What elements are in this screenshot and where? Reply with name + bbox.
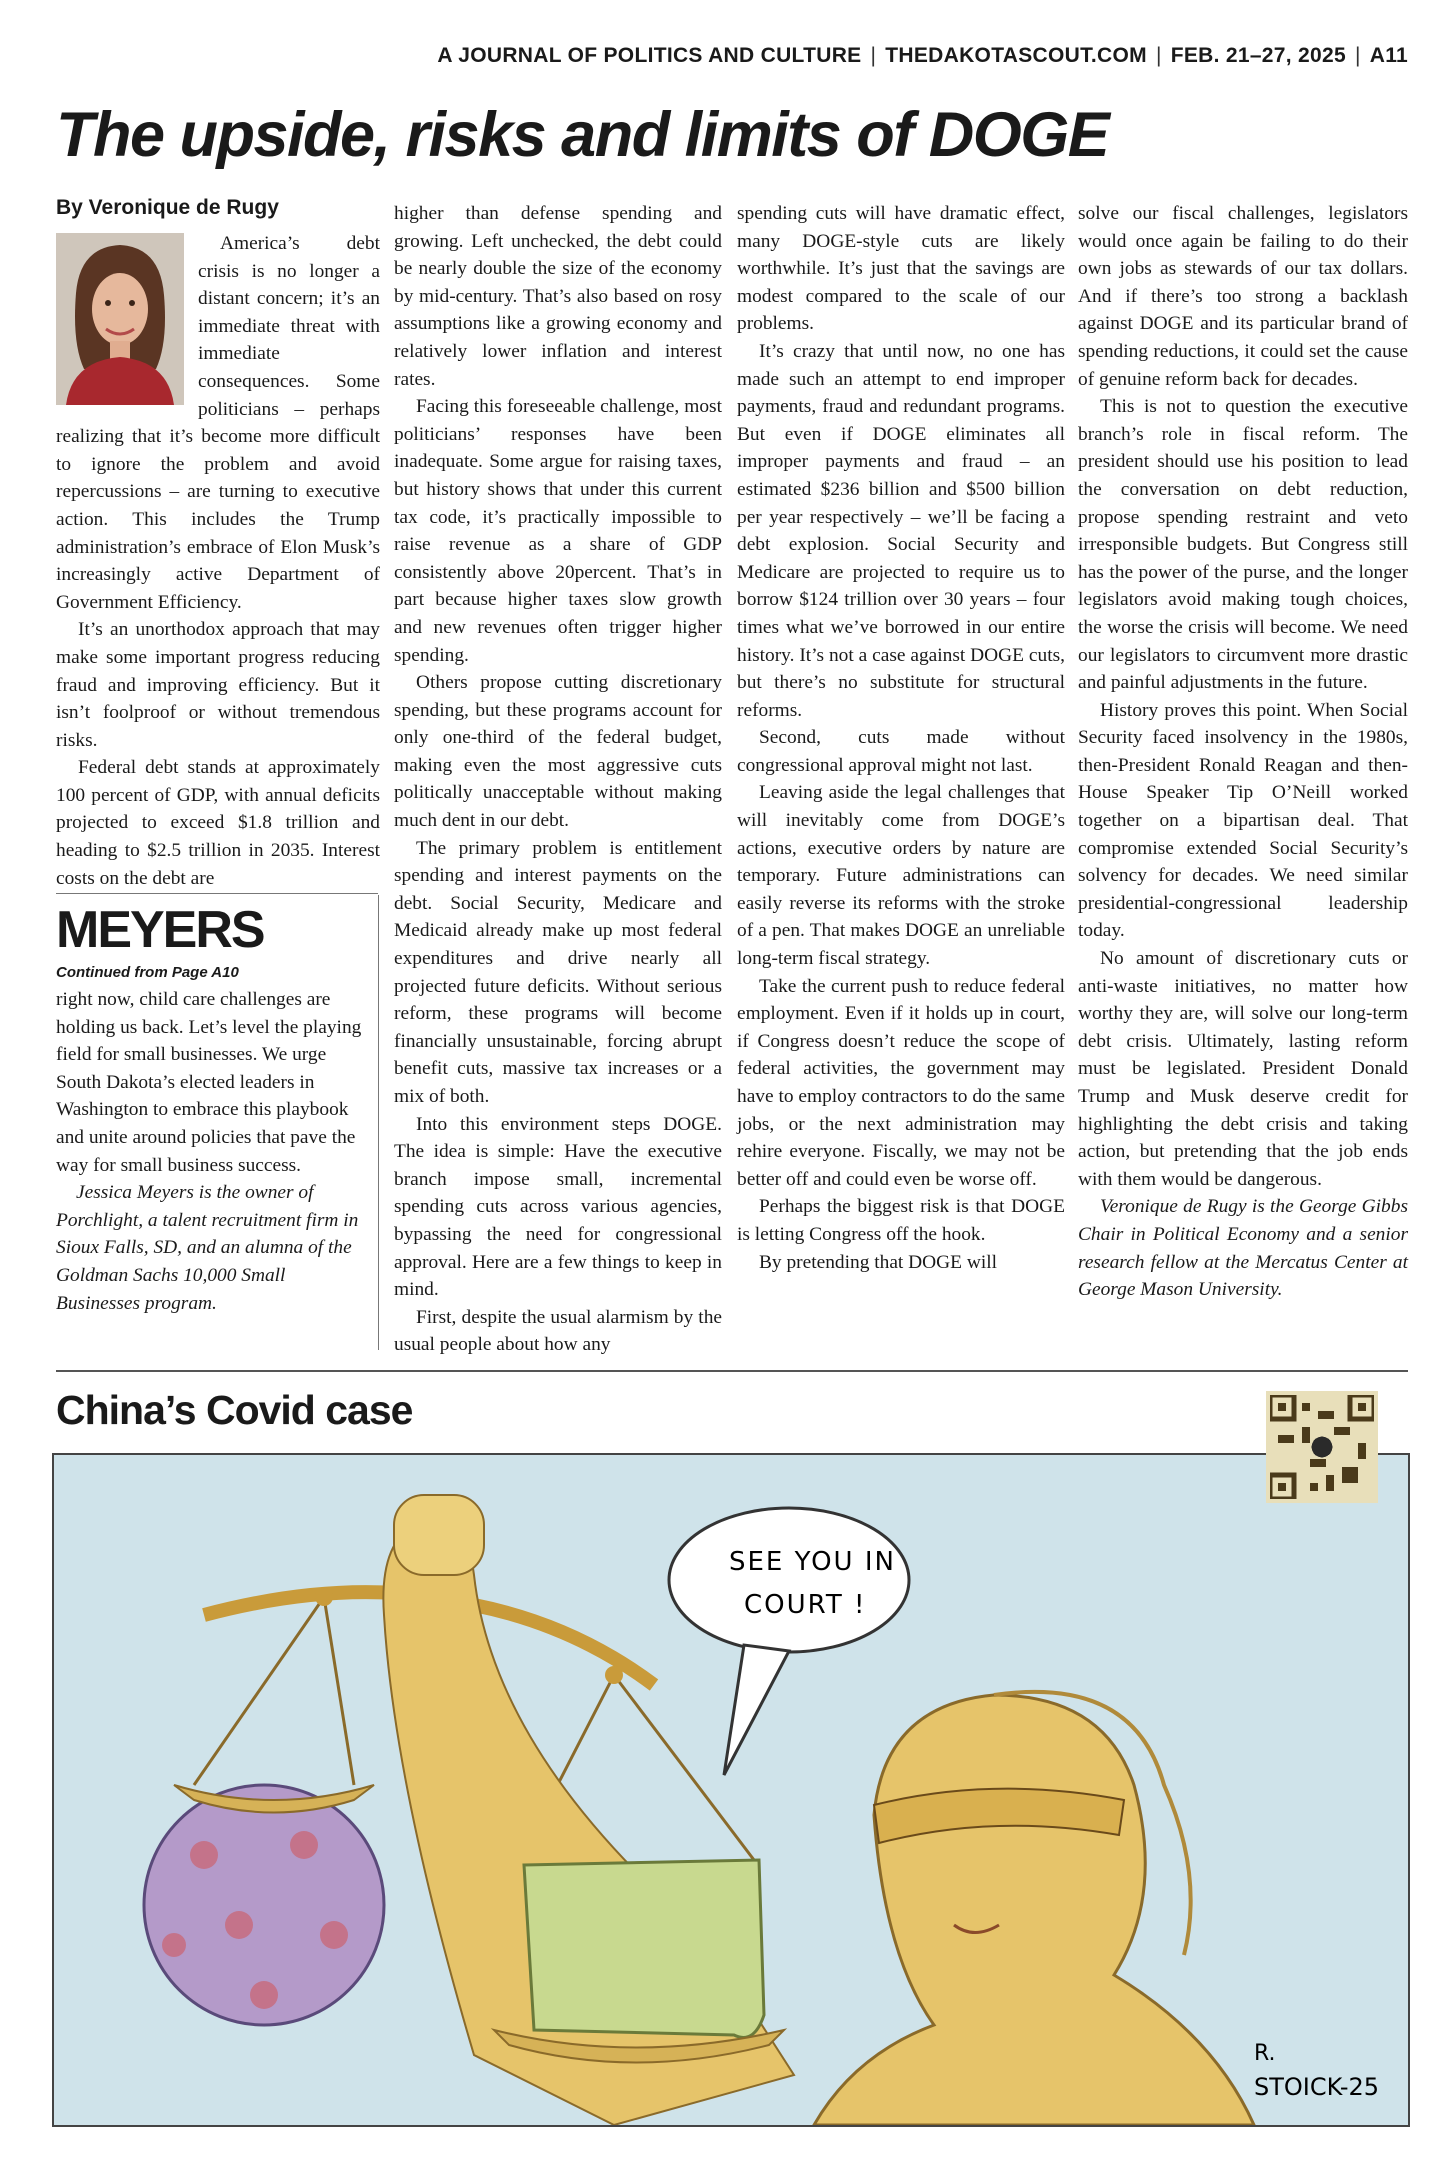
author-bio: Veronique de Rugy is the George Gibbs Chair in Political Economy and a senior research fellow at the Mercatus Center at George Mason University. — [1078, 1196, 1408, 1301]
cartoonist-signature: STOICK-25 — [1254, 2073, 1380, 2101]
cartoon-title: China’s Covid case — [56, 1387, 413, 1433]
author-photo — [56, 233, 184, 405]
section-divider — [56, 1370, 1408, 1372]
paragraph: The primary problem is entitlement spending and interest payments on the debt. Social Security, Medicare and Medicaid already make up most federal expenditures and drive nearly all projected future deficits. Without serious reform, these programs will become financially unsustainable, forcing abrupt benefit cuts, massive tax increases or a mix of both. — [394, 837, 722, 1107]
paragraph: higher than defense spending and growing. Left unchecked, the debt could be nearly double the size of the economy by mid-century. That’s also based on rosy assumptions like a growing economy and relatively lower inflation and interest rates. — [394, 203, 722, 390]
article-byline: By Veronique de Rugy — [56, 196, 279, 219]
paragraph: Leaving aside the legal challenges that will inevitably come from DOGE’s actions, executive orders by nature are temporary. Future administrations can easily reverse its reforms with the stroke of a pen. That makes DOGE an unreliable long-term fiscal strategy. — [737, 782, 1065, 970]
issue-date: FEB. 21–27, 2025 — [1170, 44, 1346, 67]
speech-text-line-2: COURT ! — [744, 1590, 867, 1620]
qr-code-icon — [1270, 1395, 1374, 1499]
paragraph: right now, child care challenges are holding us back. Let’s level the playing field for small businesses. We urge South Dakota’s elected leaders in Washington to embrace this playbook and unite around policies that pave the way for small business success. — [56, 989, 362, 1176]
paragraph: Federal debt stands at approximately 100 percent of GDP, with annual deficits projected to exceed $1.8 trillion and heading to $2.5 trillion in 2035. Interest costs on the debt are — [56, 757, 380, 889]
separator: | — [1155, 44, 1162, 67]
paragraph: Take the current push to reduce federal employment. Even if it holds up in court, if Congress doesn’t reduce the scope of federal activities, the government may have to employ contractors to do the same jobs, or the next administration may rehire everyone. Fiscally, we may not be better off and could even be worse off. — [737, 975, 1065, 1190]
publication-tagline: A JOURNAL OF POLITICS AND CULTURE — [437, 44, 862, 67]
article-headline: The upside, risks and limits of DOGE — [56, 100, 1109, 170]
article-column-2 — [394, 200, 722, 1359]
separator: | — [1354, 44, 1361, 67]
paragraph: It’s an unorthodox approach that may make some important progress reducing fraud and improving efficiency. But it isn’t foolproof or without tremendous risks. — [56, 619, 380, 751]
speech-text-line-1: SEE YOU IN — [729, 1547, 896, 1577]
paragraph: Second, cuts made without congressional approval might not last. — [737, 727, 1065, 776]
paragraph: Others propose cutting discretionary spending, but these programs account for only one-third of the federal budget, making even the most aggressive cuts politically unacceptable without making much dent in our debt. — [394, 672, 722, 832]
meyers-heading: MEYERS — [56, 901, 264, 959]
divider — [56, 893, 378, 894]
paragraph: This is not to question the executive branch’s role in fiscal reform. The president should use his position to lead the conversation on debt reduction, propose spending restraint and veto irresponsible budgets. But Congress still has the power of the purse, and the longer legislators avoid making tough choices, the worse the crisis will become. We need our legislators to circumvent more drastic and painful adjustments in the future. — [1078, 396, 1408, 694]
page-number: A11 — [1369, 44, 1408, 67]
cartoonist-signature-initial: R. — [1254, 2041, 1276, 2066]
editorial-cartoon — [52, 1453, 1410, 2127]
paragraph: solve our fiscal challenges, legislators would once again be failing to do their own jobs as stewards of our tax dollars. And if there’s too strong a backlash against DOGE and its particular brand of spending reductions, it could set the cause of genuine reform back for decades. — [1078, 203, 1408, 390]
paragraph: First, despite the usual alarmism by the usual people about how any — [394, 1306, 722, 1356]
cartoon-illustration — [54, 1455, 1408, 2125]
paragraph: Perhaps the biggest risk is that DOGE is letting Congress off the hook. — [737, 1196, 1065, 1245]
paragraph: By pretending that DOGE will — [759, 1251, 998, 1273]
article-column-1 — [56, 230, 380, 892]
site-link[interactable]: THEDAKOTASCOUT.COM — [885, 44, 1147, 67]
continued-from-label[interactable]: Continued from Page A10 — [56, 964, 239, 981]
paragraph: America’s debt crisis is no longer a distant concern; it’s an immediate threat with immediate consequences. Some politicians – perhaps realizing that it’s become more difficult to ignore the problem and avoid repercussions – are turning to executive action. This includes the Trump administration’s embrace of Elon Musk’s increasingly active Department of Government Efficiency. — [56, 233, 380, 613]
column-divider — [378, 895, 379, 1350]
paragraph: No amount of discretionary cuts or anti-waste initiatives, no matter how worthy they are, will solve our long-term debt crisis. Ultimately, lasting reform must be legislated. President Donald Trump and Musk deserve credit for highlighting the debt crisis and taking action, but pretending that the job ends with them would be dangerous. — [1078, 948, 1408, 1190]
qr-code[interactable] — [1266, 1391, 1378, 1503]
meyers-continuation — [56, 986, 364, 1317]
paragraph: Facing this foreseeable challenge, most politicians’ responses have been inadequate. Some argue for raising taxes, but history shows that under this current tax code, it’s practically impossible to raise revenue as a share of GDP consistently above 20percent. That’s in part because higher taxes slow growth and new revenues often trigger higher spending. — [394, 396, 722, 666]
paragraph: It’s crazy that until now, no one has made such an attempt to end improper payments, fraud and redundant programs. But even if DOGE eliminates all improper payments and fraud – an estimated $236 billion and $500 billion per year respectively – we’ll be facing a debt explosion. Social Security and Medicare are projected to require us to borrow $124 trillion over 30 years – four times what we’ve borrowed in our entire history. It’s not a case against DOGE cuts, but there’s no substitute for structural reforms. — [737, 340, 1065, 721]
paragraph: spending cuts will have dramatic effect, many DOGE-style cuts are likely worthwhile. It’s just that the savings are modest compared to the scale of our problems. — [737, 203, 1065, 335]
article-column-4 — [1078, 200, 1408, 1304]
paragraph: Into this environment steps DOGE. The idea is simple: Have the executive branch impose small, incremental spending cuts across various agencies, bypassing the need for congressional approval. Here are a few things to keep in mind. — [394, 1113, 722, 1301]
paragraph: History proves this point. When Social Security faced insolvency in the 1980s, then-President Ronald Reagan and then-House Speaker Tip O’Neill worked together on a bipartisan deal. That compromise extended Social Security’s solvency for decades. We need similar presidential-congressional leadership today. — [1078, 699, 1408, 942]
separator: | — [870, 44, 877, 67]
article-column-3 — [737, 200, 1065, 1276]
meyers-author-bio: Jessica Meyers is the owner of Porchlight, a talent recruitment firm in Sioux Falls, SD, and an alumna of the Goldman Sachs 10,000 Small Businesses program. — [56, 1182, 359, 1314]
masthead — [56, 44, 1408, 78]
